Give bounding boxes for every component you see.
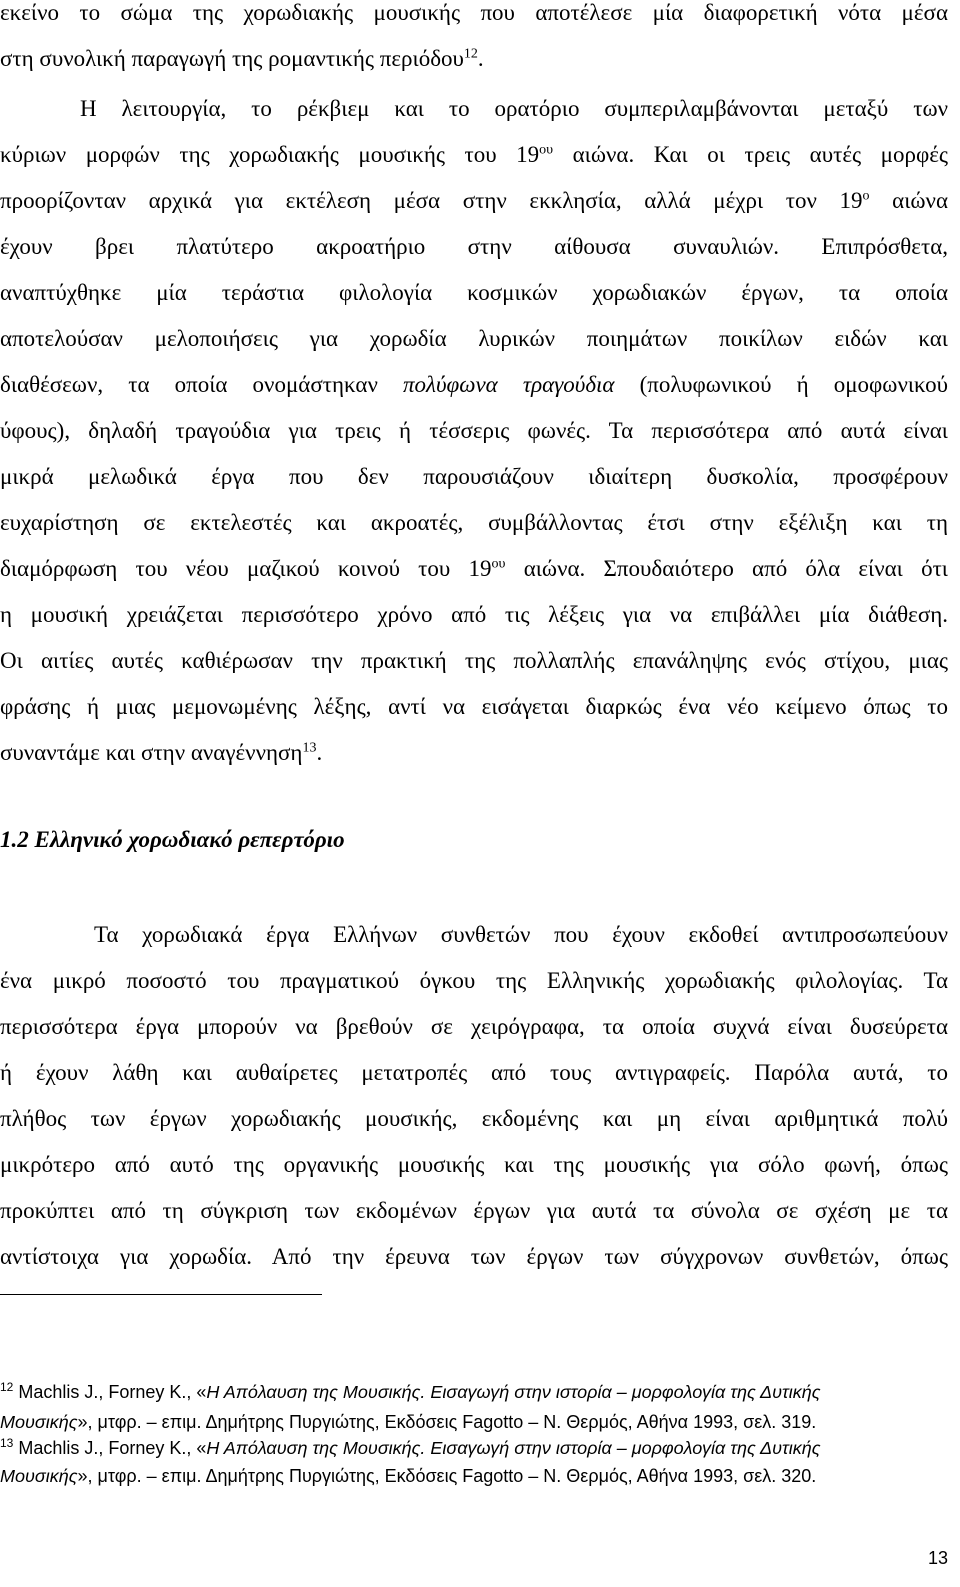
text-span: », μτφρ. – επιμ. Δημήτρης Πυργιώτης, Εκδόσεις Fagotto – Ν. Θερμός, Αθήνα 1993, σελ. 320. <box>77 1466 817 1486</box>
text-span: προκύπτει από τη σύγκριση των εκδομένων έργων για αυτά τα σύνολα σε σχέση με τα <box>0 1198 948 1223</box>
text-span: η μουσική χρειάζεται περισσότερο χρόνο από τις λέξεις για να επιβάλλει μία διάθεση. <box>0 602 948 627</box>
body-text-line <box>0 1012 948 1042</box>
body-text-line <box>0 186 948 216</box>
page-number: 13 <box>927 1548 948 1568</box>
text-span: στη συνολική παραγωγή της ρομαντικής περιόδου <box>0 46 464 71</box>
text-span: μικρά μελωδικά έργα που δεν παρουσιάζουν ιδιαίτερη δυσκολία, προσφέρουν <box>0 464 948 489</box>
text-span: διαθέσεων, τα οποία ονομάστηκαν <box>0 372 403 397</box>
text-span: έχουν βρει πλατύτερο ακροατήριο στην αίθουσα συναυλιών. Επιπρόσθετα, <box>0 234 948 259</box>
body-text-line <box>0 554 948 584</box>
text-span: πλήθος των έργων χορωδιακής μουσικής, εκδομένης και μη είναι αριθμητικά πολύ <box>0 1106 948 1131</box>
body-text-line <box>0 278 948 308</box>
body-text-line <box>0 1058 948 1088</box>
text-span: διαμόρφωση του νέου μαζικού κοινού του 19 <box>0 556 492 581</box>
text-span: μικρότερο από αυτό της οργανικής μουσικής και της μουσικής για σόλο φωνή, όπως <box>0 1152 948 1177</box>
body-text-line <box>0 140 948 170</box>
text-span: κύριων μορφών της χορωδιακής μουσικής του 19 <box>0 142 540 167</box>
text-span: », μτφρ. – επιμ. Δημήτρης Πυργιώτης, Εκδόσεις Fagotto – Ν. Θερμός, Αθήνα 1993, σελ. 319. <box>77 1412 817 1432</box>
body-text-line <box>0 324 948 354</box>
body-text-line <box>0 1104 948 1134</box>
italic-title: Μουσικής <box>0 1466 78 1486</box>
text-span: (πολυφωνικού ή ομοφωνικού <box>614 372 949 397</box>
ordinal-superscript: ο <box>862 188 870 204</box>
body-text-line <box>0 692 948 722</box>
section-heading: 1.2 Ελληνικό χορωδιακό ρεπερτόριο <box>0 827 345 852</box>
text-span: ένα μικρό ποσοστό του πραγματικού όγκου της Ελληνικής χορωδιακής φιλολογίας. Τα <box>0 968 948 993</box>
ordinal-superscript: ου <box>491 556 506 572</box>
body-text-line <box>0 646 948 676</box>
body-text-line <box>0 738 948 768</box>
text-span: αποτελούσαν μελοποιήσεις για χορωδία λυρικών ποιημάτων ποικίλων ειδών και <box>0 326 948 351</box>
text-span: ή έχουν λάθη και αυθαίρετες μετατροπές από τους αντιγραφείς. Παρόλα αυτά, το <box>0 1060 948 1085</box>
italic-title: Μουσικής <box>0 1412 78 1432</box>
text-span: Τα χορωδιακά έργα Ελλήνων συνθετών που έχουν εκδοθεί αντιπροσωπεύουν <box>94 922 948 947</box>
text-span: . <box>316 740 323 765</box>
footnote-12-cont <box>0 1410 948 1434</box>
text-span: αντίστοιχα για χορωδία. Από την έρευνα των έργων των σύγχρονων συνθετών, όπως <box>0 1244 948 1269</box>
footnote-ref[interactable]: 13 <box>302 740 317 756</box>
footnote-13-cont <box>0 1464 948 1488</box>
text-span: . <box>477 46 484 71</box>
footnote-12 <box>0 1380 948 1404</box>
body-text-line <box>0 508 948 538</box>
body-text-line <box>0 44 948 74</box>
body-text-line <box>0 94 948 124</box>
text-span: Machlis J., Forney K., « <box>13 1382 207 1402</box>
italic-title: Η Απόλαυση της Μουσικής. Εισαγωγή στην ιστορία – μορφολογία της Δυτικής <box>206 1382 821 1402</box>
text-span: αιώνα. Σπουδαιότερο από όλα είναι ότι <box>505 556 948 581</box>
body-text-line <box>0 600 948 630</box>
footnote-13 <box>0 1436 948 1460</box>
ordinal-superscript: ου <box>539 142 554 158</box>
body-text-line <box>0 462 948 492</box>
text-span: Η λειτουργία, το ρέκβιεμ και το ορατόριο συμπεριλαμβάνονται μεταξύ των <box>80 96 948 121</box>
footnote-ref[interactable]: 12 <box>463 46 478 62</box>
body-text-line <box>0 1242 948 1272</box>
footnote-separator <box>0 1294 322 1295</box>
italic-term: πολύφωνα τραγούδια <box>402 372 615 397</box>
text-span: ευχαρίστηση σε εκτελεστές και ακροατές, συμβάλλοντας έτσι στην εξέλιξη και τη <box>0 510 948 535</box>
body-text-line <box>0 966 948 996</box>
body-text-line <box>0 416 948 446</box>
body-text-line <box>0 370 948 400</box>
body-text-line <box>0 0 948 28</box>
text-span: προορίζονταν αρχικά για εκτέλεση μέσα στην εκκλησία, αλλά μέχρι τον 19 <box>0 188 863 213</box>
body-text-line <box>0 1150 948 1180</box>
text-span: Οι αιτίες αυτές καθιέρωσαν την πρακτική της πολλαπλής επανάληψης ενός στίχου, μιας <box>0 648 948 673</box>
text-span: αιώνα <box>869 188 948 213</box>
italic-title: Η Απόλαυση της Μουσικής. Εισαγωγή στην ιστορία – μορφολογία της Δυτικής <box>206 1438 821 1458</box>
body-text-line <box>0 1196 948 1226</box>
text-span: αιώνα. Και οι τρεις αυτές μορφές <box>553 142 949 167</box>
footnote-number: 13 <box>0 1436 14 1450</box>
text-span: εκείνο το σώμα της χορωδιακής μουσικής που αποτέλεσε μία διαφορετική νότα μέσα <box>0 0 948 25</box>
text-span: φράσης ή μιας μεμονωμένης λέξης, αντί να εισάγεται διαρκώς ένα νέο κείμενο όπως το <box>0 694 948 719</box>
body-text-line <box>0 920 948 950</box>
text-span: αναπτύχθηκε μία τεράστια φιλολογία κοσμικών χορωδιακών έργων, τα οποία <box>0 280 948 305</box>
text-span: ύφους), δηλαδή τραγούδια για τρεις ή τέσσερις φωνές. Τα περισσότερα από αυτά είναι <box>0 418 948 443</box>
body-text-line <box>0 232 948 262</box>
text-span: συναντάμε και στην αναγέννηση <box>0 740 303 765</box>
footnote-number: 12 <box>0 1380 14 1394</box>
text-span: περισσότερα έργα μπορούν να βρεθούν σε χειρόγραφα, τα οποία συχνά είναι δυσεύρετα <box>0 1014 948 1039</box>
text-span: Machlis J., Forney K., « <box>13 1438 207 1458</box>
